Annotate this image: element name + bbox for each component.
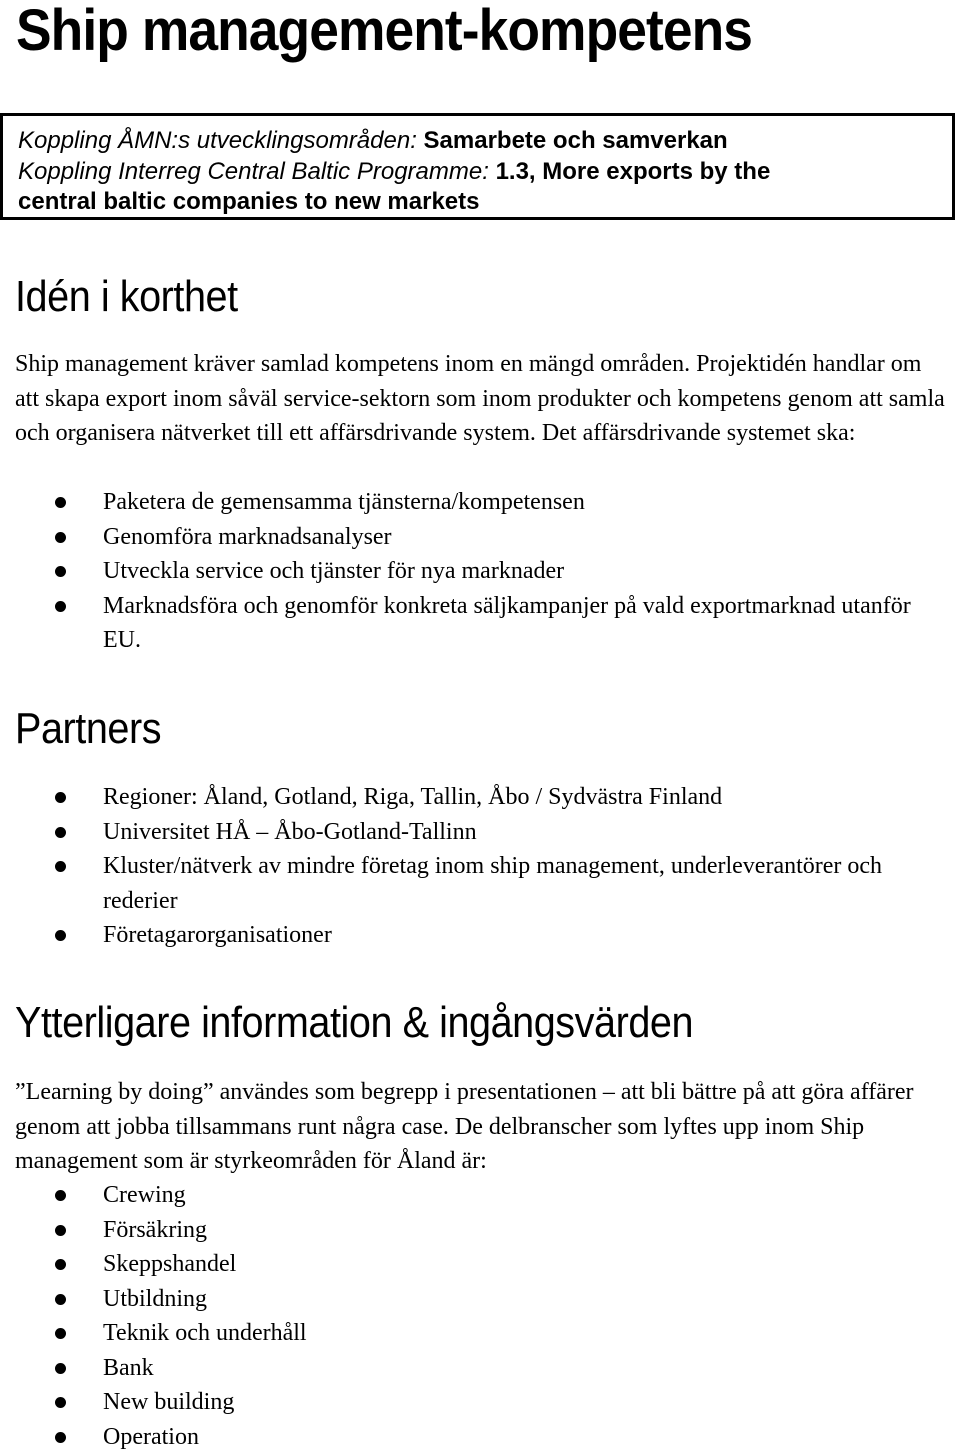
bullet-icon [55,601,66,612]
list-item [0,1247,950,1282]
bullet-icon [55,1397,66,1408]
bullet-icon [55,1190,66,1201]
section-heading-ideen: Idén i korthet [15,272,238,321]
bullet-icon [55,861,66,872]
list-item-text: Skeppshandel [103,1251,237,1277]
bullet-icon [55,930,66,941]
bullet-icon [55,1225,66,1236]
ytterligare-paragraph: ”Learning by doing” användes som begrepp i presentationen – att bli bättre på att göra affärer genom att jobba tillsammans runt några case. De delbranscher som lyftes upp inom Ship management som är styrkeområden för Åland är: [15,1079,914,1174]
bullet-icon [55,497,66,508]
list-item [0,1385,950,1420]
box-line-1 [18,126,952,157]
list-item [0,1178,950,1213]
list-item-text: Försäkring [103,1216,207,1243]
bullet-icon [55,792,66,803]
list-item-text: Bank [103,1354,154,1381]
box-line-1-label: Koppling ÅMN:s utvecklingsområden: [18,127,424,154]
box-line-1-value: Samarbete och samverkan [423,127,728,154]
bullet-icon [55,1294,66,1305]
list-item [0,554,950,589]
box-line-3-value: central baltic companies to new markets [18,188,480,215]
list-item [0,780,950,815]
bullet-icon [55,1432,66,1443]
list-item-text: Utveckla service och tjänster för nya marknader [103,558,565,584]
bullet-icon [55,1259,66,1270]
bullet-icon [55,532,66,543]
list-item [0,849,950,918]
list-item [0,520,950,555]
list-item-text: Operation [103,1423,199,1450]
list-item [0,815,950,850]
box-line-3 [18,187,952,218]
section-heading-ytterligare: Ytterligare information & ingångsvärden [15,998,694,1047]
list-item-text: Genomföra marknadsanalyser [103,523,392,550]
page-title: Ship management-kompetens [16,0,753,63]
list-item-text: Utbildning [103,1285,208,1312]
list-item-text: Företagarorganisationer [103,922,332,948]
list-item [0,1213,950,1248]
list-item-text: Marknadsföra och genomför konkreta säljkampanjer på vald exportmarknad utanför EU. [103,592,911,653]
list-item-text: Crewing [103,1182,186,1208]
program-link-box [0,113,955,220]
box-line-2-label: Koppling Interreg Central Baltic Programme: [18,157,496,185]
list-item-text: Regioner: Åland, Gotland, Riga, Tallin, Åbo / Sydvästra Finland [103,784,723,810]
ideen-paragraph: Ship management kräver samlad kompetens inom en mängd områden. Projektidén handlar om att skapa export inom såväl service-sektorn som inom produkter och kompetens genom att samla och organisera nätverket till ett affärsdrivande system. Det affärsdrivande systemet ska: [15,351,945,446]
list-item [0,589,950,658]
list-item-text: Teknik och underhåll [103,1320,307,1346]
bullet-icon [55,827,66,838]
box-line-2 [18,157,952,188]
ideen-list [0,485,950,658]
bullet-icon [55,566,66,577]
ytterligare-list [0,1178,950,1454]
list-item-text: New building [103,1389,235,1415]
box-line-2-value: 1.3, More exports by the [495,157,771,185]
section-heading-partners: Partners [15,704,162,753]
list-item [0,485,950,520]
list-item [0,1316,950,1351]
list-item-text: Universitet HÅ – Åbo-Gotland-Tallinn [103,818,477,845]
list-item-text: Kluster/nätverk av mindre företag inom ship management, underleverantörer och rederier [103,853,883,914]
list-item [0,1420,950,1454]
list-item [0,1351,950,1386]
partners-list [0,780,950,953]
list-item [0,1282,950,1317]
list-item-text: Paketera de gemensamma tjänsterna/kompetensen [103,489,585,515]
list-item [0,918,950,953]
bullet-icon [55,1328,66,1339]
bullet-icon [55,1363,66,1374]
